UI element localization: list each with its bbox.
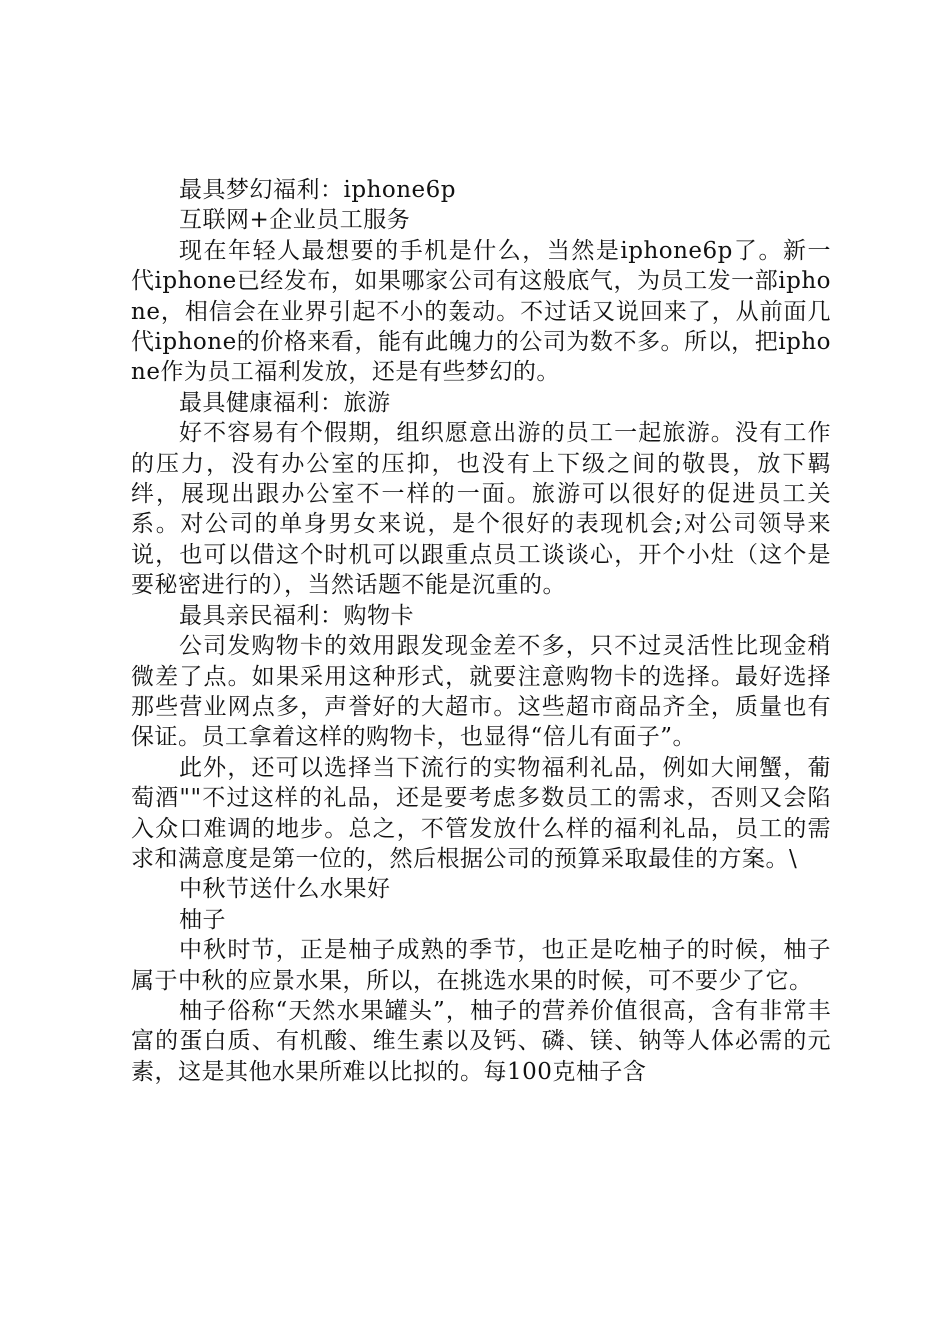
heading-dream-benefit: 最具梦幻福利：iphone6p [179,177,457,203]
paragraph-pomelo-season: 中秋时节，正是柚子成熟的季节，也正是吃柚子的时候，柚子属于中秋的应景水果，所以，在挑选水果的时候，可不要少了它。 [131,937,831,994]
subheading-internet-service: 互联网+企业员工服务 [179,207,411,234]
paragraph-shopping-card: 公司发购物卡的效用跟发现金差不多，只不过灵活性比现金稍微差了点。如果采用这种形式，就要注意购物卡的选择。最好选择那些营业网点多，声誉好的大超市。这些超市商品齐全，质量也有保证。员工拿着这样的购物卡，也显得“倍儿有面子”。 [131,633,831,751]
heading-mid-autumn-fruit: 中秋节送什么水果好 [179,876,391,903]
paragraph-iphone: 现在年轻人最想要的手机是什么，当然是iphone6p了。新一代iphone已经发布，如果哪家公司有这般底气，为员工发一部iphone，相信会在业界引起不小的轰动。不过话又说回来了，从前面几代iphone的价格来看，能有此魄力的公司为数不多。所以，把iphone作为员工福利发放，还是有些梦幻的。 [131,237,831,386]
document-body [131,175,831,1087]
paragraph-travel: 好不容易有个假期，组织愿意出游的员工一起旅游。没有工作的压力，没有办公室的压抑，也没有上下级之间的敬畏，放下羁绊，展现出跟办公室不一样的一面。旅游可以很好的促进员工关系。对公司的单身男女来说，是个很好的表现机会;对公司领导来说，也可以借这个时机可以跟重点员工谈谈心，开个小灶（这个是要秘密进行的），当然话题不能是沉重的。 [131,420,831,599]
paragraph-gifts: 此外，还可以选择当下流行的实物福利礼品，例如大闸蟹，葡萄酒""不过这样的礼品，还是要考虑多数员工的需求，否则又会陷入众口难调的地步。总之，不管发放什么样的福利礼品，员工的需求和满意度是第一位的，然后根据公司的预算采取最佳的方案。\ [131,754,831,872]
heading-pomelo: 柚子 [179,906,226,933]
heading-health-benefit: 最具健康福利：旅游 [179,389,391,416]
heading-shopping-card-benefit: 最具亲民福利：购物卡 [179,602,414,629]
paragraph-pomelo-nutrition: 柚子俗称“天然水果罐头”，柚子的营养价值很高，含有非常丰富的蛋白质、有机酸、维生素以及钙、磷、镁、钠等人体必需的元素，这是其他水果所难以比拟的。每100克柚子含 [131,997,831,1085]
